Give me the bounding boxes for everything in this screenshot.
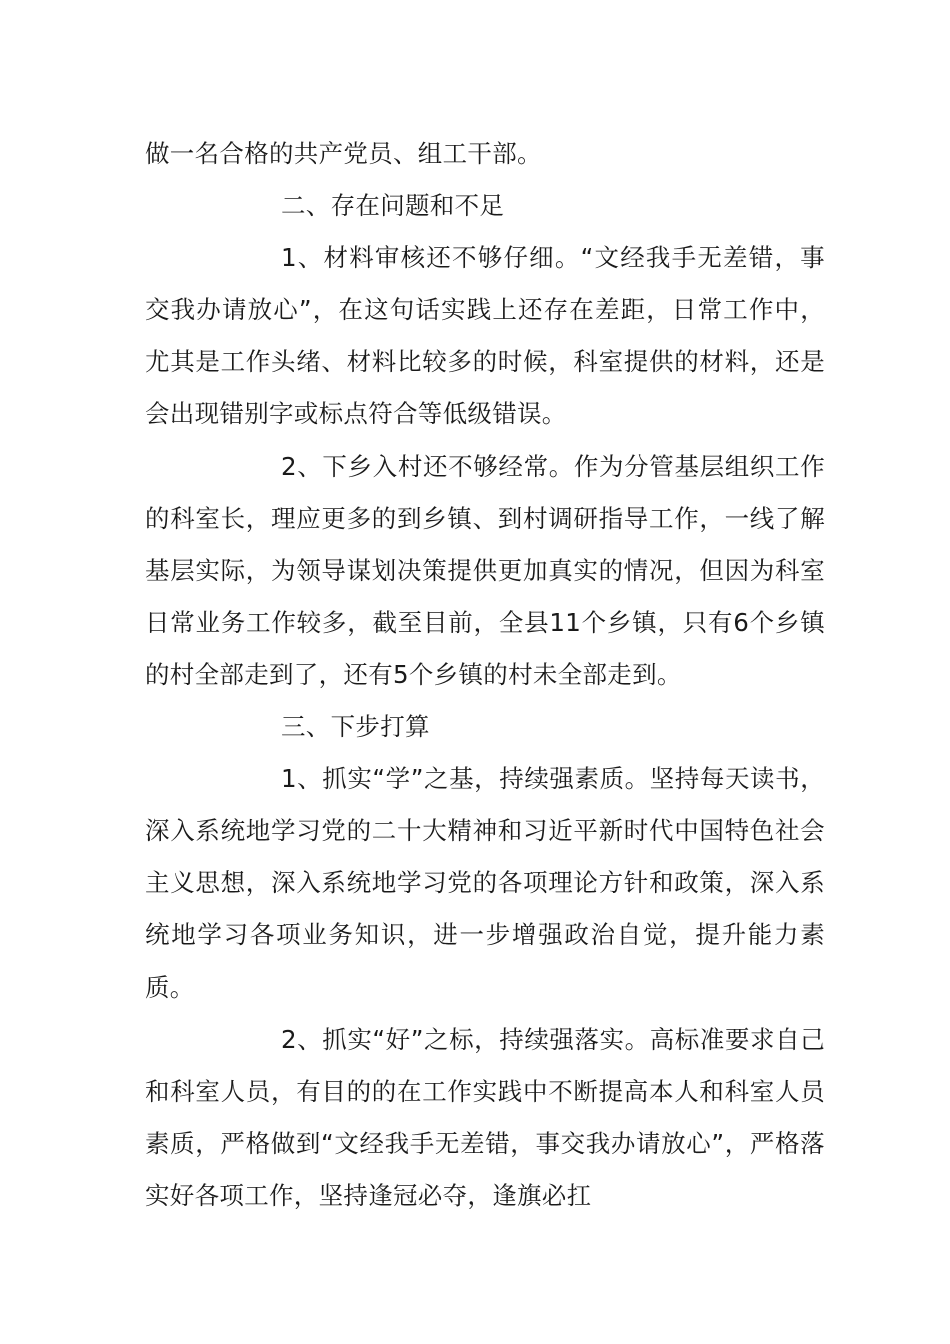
paragraph-plan-1: 1、抓实“学”之基，持续强素质。坚持每天读书，深入系统地学习党的二十大精神和习近平新时代中国特色社会主义思想，深入系统地学习党的各项理论方针和政策，深入系统地学习各项业务知识，进一步增强政治自觉，提升能力素质。	[145, 764, 825, 1002]
paragraph-plan-2: 2、抓实“好”之标，持续强落实。高标准要求自己和科室人员，有目的的在工作实践中不断提高本人和科室人员素质，严格做到“文经我手无差错，事交我办请放心”，严格落实好各项工作，坚持逢冠必夺，逢旗必扛	[145, 1024, 825, 1210]
paragraph-continuation: 做一名合格的共产党员、组工干部。	[145, 139, 542, 168]
section-heading-problems: 二、存在问题和不足	[281, 191, 505, 221]
section-heading-next-steps: 三、下步打算	[281, 712, 430, 742]
paragraph-problem-1: 1、材料审核还不够仔细。“文经我手无差错，事交我办请放心”，在这句话实践上还存在差距，日常工作中，尤其是工作头绪、材料比较多的时候，科室提供的材料，还是会出现错别字或标点符合等低级错误。	[145, 243, 825, 429]
paragraph-problem-2: 2、下乡入村还不够经常。作为分管基层组织工作的科室长，理应更多的到乡镇、到村调研指导工作，一线了解基层实际，为领导谋划决策提供更加真实的情况，但因为科室日常业务工作较多，截至目前，全县11个乡镇，只有6个乡镇的村全部走到了，还有5个乡镇的村未全部走到。	[145, 451, 825, 689]
document-body	[145, 128, 825, 1222]
